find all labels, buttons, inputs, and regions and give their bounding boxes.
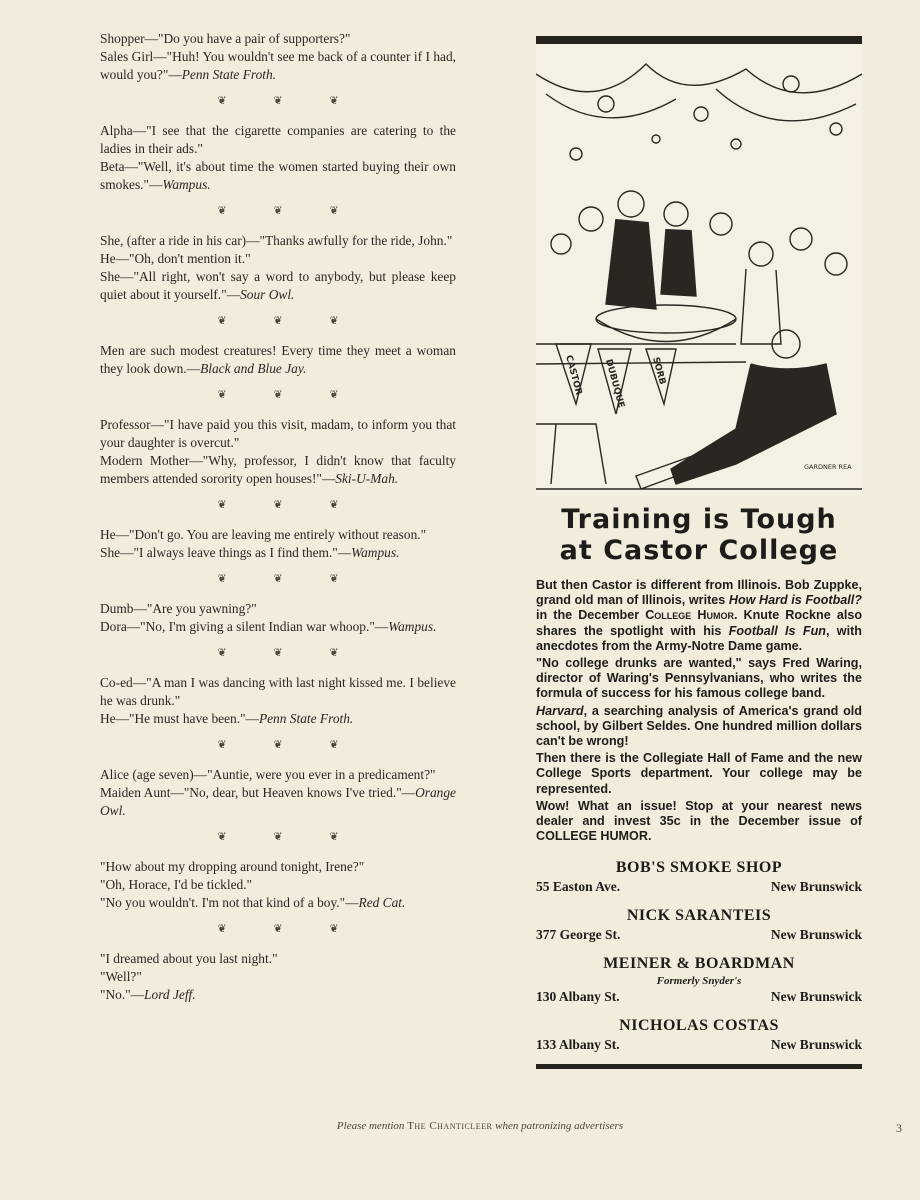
shop-address-row — [536, 1036, 862, 1054]
joke-source: Wampus. — [351, 545, 400, 560]
page-footer: Please mention The Chanticleer when patronizing advertisers — [336, 1120, 624, 1132]
pennant-castor: CASTOR — [563, 354, 584, 397]
joke-source: Red Cat. — [358, 895, 406, 910]
joke — [100, 526, 456, 562]
joke-line: He—"Oh, don't mention it." — [100, 251, 251, 266]
joke-source: Sour Owl. — [240, 287, 295, 302]
shop-name: NICHOLAS COSTAS — [619, 1017, 779, 1035]
ad-headline — [536, 504, 862, 566]
college-humor-ad — [536, 36, 862, 1069]
joke-line: She—"All right, won't say a word to anybody, but please keep quiet about it yourself."—Sour Owl. — [100, 269, 456, 302]
shop-listing — [536, 1016, 862, 1054]
ad-paragraph: Wow! What an issue! Stop at your nearest news dealer and invest 35c in the December issue of COLLEGE HUMOR. — [536, 798, 862, 844]
party-illustration — [536, 44, 862, 496]
ad-body — [536, 578, 862, 844]
ad-paragraph: "No college drunks are wanted," says Fred Waring, director of Waring's Pennsylvanians, who writes the formula of success for his famous college band. — [536, 656, 862, 701]
joke-source: Penn State Froth. — [258, 711, 354, 726]
pennant-dubuque: DUBUQUE — [603, 358, 626, 410]
separator-ornament: ❦ ❦ ❦ — [217, 205, 361, 217]
joke — [100, 122, 456, 194]
separator-ornament: ❦ ❦ ❦ — [217, 923, 361, 935]
top-rule — [536, 36, 862, 44]
illustration-drawing — [536, 44, 862, 496]
separator-ornament: ❦ ❦ ❦ — [217, 499, 361, 511]
joke-line: Sales Girl—"Huh! You wouldn't see me back of a counter if I had, would you?"—Penn State Froth. — [100, 49, 456, 82]
joke-source: Wampus. — [388, 619, 437, 634]
ad-paragraph: Harvard, a searching analysis of America's grand old school, by Gilbert Seldes. One hundred million dollars can't be wrong! — [536, 703, 862, 749]
joke-source: Lord Jeff. — [144, 987, 196, 1002]
joke-line: "I dreamed about you last night." — [100, 951, 278, 966]
shop-city: New Brunswick — [770, 1037, 862, 1053]
shop-address-row — [536, 926, 862, 944]
joke-line: "Well?" — [100, 969, 142, 984]
shop-name: MEINER & BOARDMAN — [603, 955, 795, 973]
joke-line: She—"I always leave things as I find them."—Wampus. — [100, 545, 400, 560]
joke-line: Beta—"Well, it's about time the women started buying their own smokes."—Wampus. — [100, 159, 456, 192]
separator-ornament: ❦ ❦ ❦ — [217, 831, 361, 843]
shop-address: 377 George St. — [536, 927, 621, 943]
shop-city: New Brunswick — [770, 879, 862, 895]
joke-line: He—"He must have been."—Penn State Froth. — [100, 711, 354, 726]
joke — [100, 950, 456, 1004]
shop-address: 133 Albany St. — [536, 1037, 620, 1053]
shop-subtitle: Formerly Snyder's — [656, 975, 742, 988]
joke — [100, 600, 456, 636]
shop-listing — [536, 954, 862, 1006]
headline-line: Training is Tough — [561, 504, 837, 535]
joke-source: Penn State Froth. — [181, 67, 277, 82]
shop-city: New Brunswick — [770, 927, 862, 943]
shop-name: BOB'S SMOKE SHOP — [615, 859, 783, 877]
joke-line: "No you wouldn't. I'm not that kind of a boy."—Red Cat. — [100, 895, 406, 910]
shop-listings — [536, 858, 862, 1054]
joke-line: "Oh, Horace, I'd be tickled." — [100, 877, 253, 892]
joke-line: Modern Mother—"Why, professor, I didn't know that faculty members attended sorority open houses!"—Ski-U-Mah. — [100, 453, 456, 486]
separator-ornament: ❦ ❦ ❦ — [217, 389, 361, 401]
shop-address: 130 Albany St. — [536, 989, 620, 1005]
separator-ornament: ❦ ❦ ❦ — [217, 573, 361, 585]
joke-line: Dumb—"Are you yawning?" — [100, 601, 257, 616]
ad-paragraph: But then Castor is different from Illinois. Bob Zuppke, grand old man of Illinois, writes How Hard is Football? in the December College Humor. Knute Rockne also shares the spotlight with his Football Is Fun, with anecdotes from the Army-Notre Dame game. — [536, 578, 863, 653]
joke-line: Alpha—"I see that the cigarette companies are catering to the ladies in their ads." — [100, 123, 456, 156]
joke-source: Ski-U-Mah. — [335, 471, 399, 486]
artist-signature: GARDNER REA — [804, 463, 852, 471]
joke-source: Black and Blue Jay. — [200, 361, 307, 376]
joke-line: Dora—"No, I'm giving a silent Indian war whoop."—Wampus. — [100, 619, 437, 634]
joke — [100, 766, 456, 820]
jokes-column — [100, 30, 456, 1004]
joke-line: Professor—"I have paid you this visit, madam, to inform you that your daughter is overcut." — [100, 417, 456, 450]
joke — [100, 342, 456, 378]
shop-address-row — [536, 988, 862, 1006]
joke — [100, 858, 456, 912]
joke-line: She, (after a ride in his car)—"Thanks awfully for the ride, John." — [100, 233, 453, 248]
joke — [100, 416, 456, 488]
shop-name: NICK SARANTEIS — [626, 907, 772, 925]
headline-line: at Castor College — [559, 535, 839, 566]
joke-line: Shopper—"Do you have a pair of supporters?" — [100, 31, 351, 46]
shop-address: 55 Easton Ave. — [536, 879, 621, 895]
joke-source: Orange Owl. — [100, 785, 456, 818]
bottom-rule — [536, 1064, 862, 1069]
separator-ornament: ❦ ❦ ❦ — [217, 647, 361, 659]
shop-address-row — [536, 878, 862, 896]
ad-paragraph: Then there is the Collegiate Hall of Fame and the new College Sports department. Your college may be represented. — [536, 751, 862, 796]
separator-ornament: ❦ ❦ ❦ — [217, 95, 361, 107]
separator-ornament: ❦ ❦ ❦ — [217, 315, 361, 327]
joke-line: Men are such modest creatures! Every time they meet a woman they look down.—Black and Blue Jay. — [100, 343, 456, 376]
joke-line: "No."—Lord Jeff. — [100, 987, 196, 1002]
joke — [100, 30, 456, 84]
joke-line: Co-ed—"A man I was dancing with last night kissed me. I believe he was drunk." — [100, 675, 456, 708]
joke-source: Wampus. — [162, 177, 211, 192]
joke-line: He—"Don't go. You are leaving me entirely without reason." — [100, 527, 427, 542]
joke-line: "How about my dropping around tonight, Irene?" — [100, 859, 365, 874]
joke-line: Maiden Aunt—"No, dear, but Heaven knows I've tried."—Orange Owl. — [100, 785, 456, 818]
joke — [100, 674, 456, 728]
page-number: 3 — [896, 1121, 902, 1135]
magazine-name: The Chanticleer — [407, 1120, 493, 1132]
joke-line: Alice (age seven)—"Auntie, were you ever in a predicament?" — [100, 767, 436, 782]
pennant-sorb: SORB — [650, 356, 667, 386]
joke — [100, 232, 456, 304]
shop-city: New Brunswick — [770, 989, 862, 1005]
shop-listing — [536, 906, 862, 944]
separator-ornament: ❦ ❦ ❦ — [217, 739, 361, 751]
shop-listing — [536, 858, 862, 896]
